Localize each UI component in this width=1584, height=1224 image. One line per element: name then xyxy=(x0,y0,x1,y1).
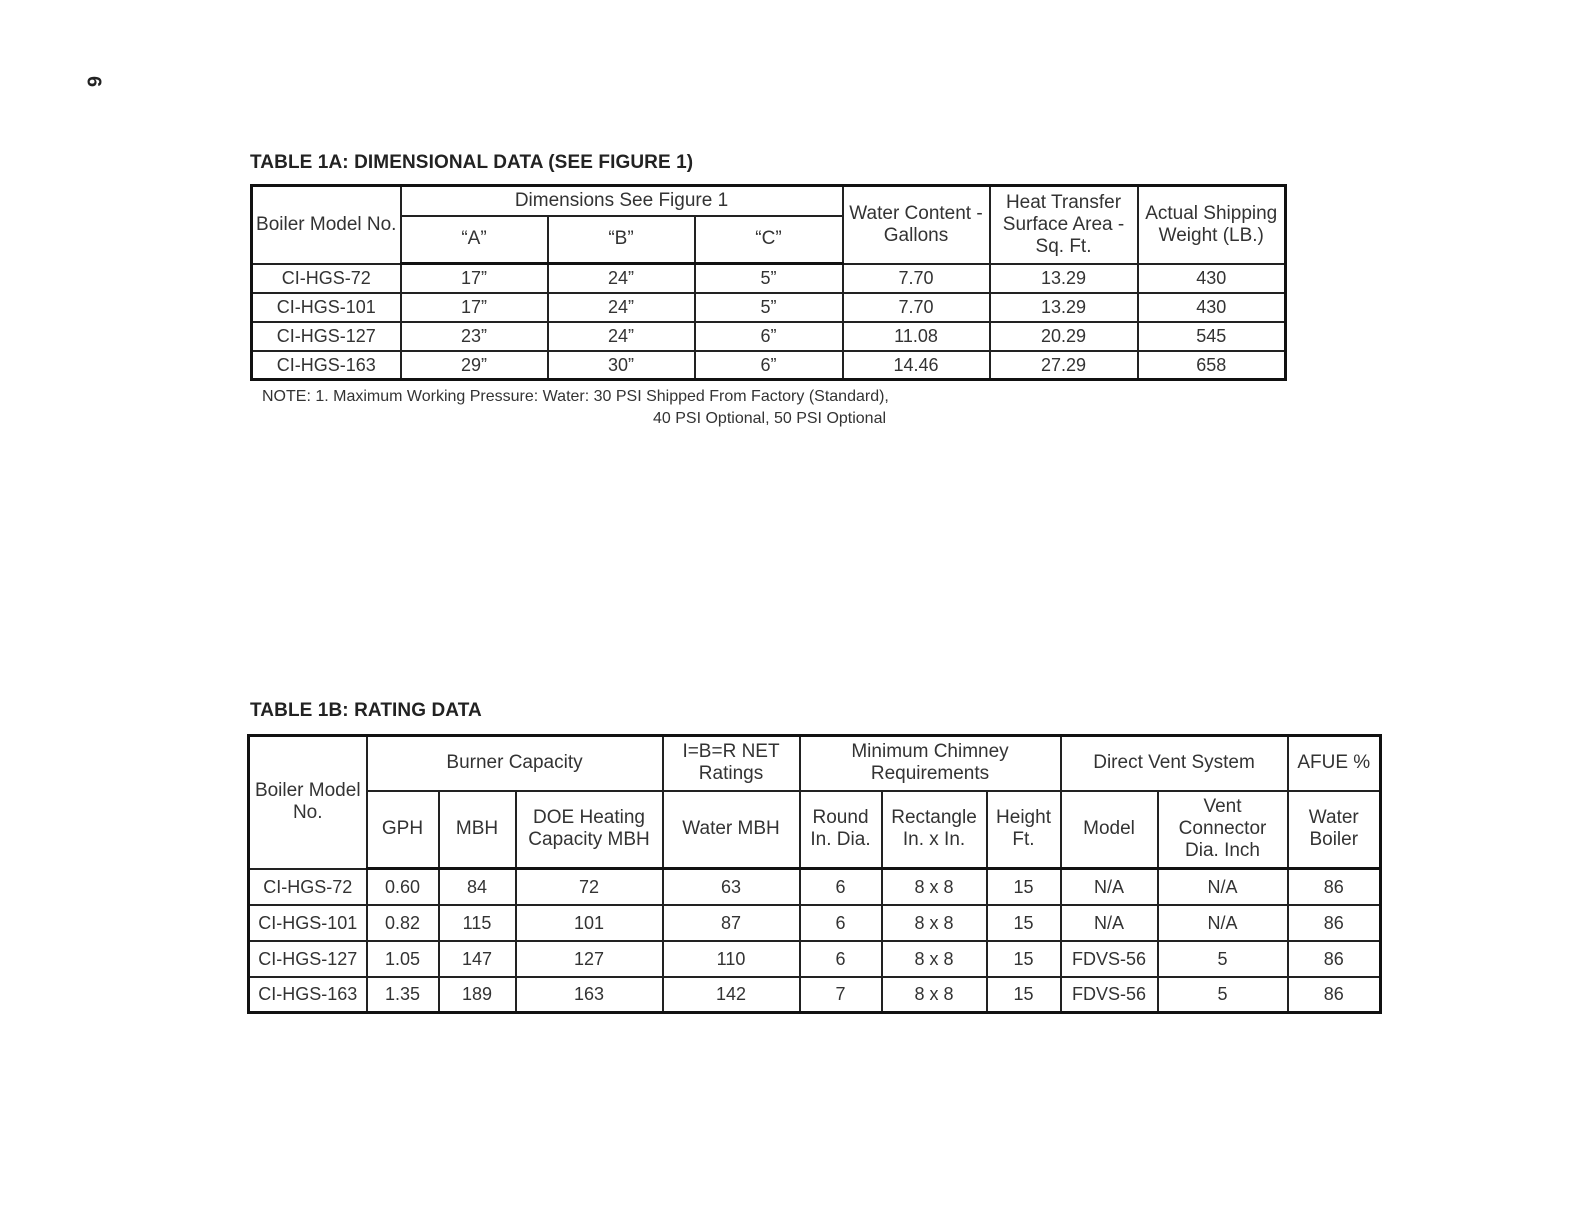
header-burner-capacity: Burner Capacity xyxy=(367,736,663,791)
cell-dim-c: 6” xyxy=(695,351,843,380)
header-boiler-model: Boiler Model No. xyxy=(249,736,367,869)
table-row xyxy=(252,293,1286,322)
cell-round: 6 xyxy=(800,869,882,905)
cell-dim-b: 24” xyxy=(548,293,695,322)
table-1b-title: TABLE 1B: RATING DATA xyxy=(250,700,482,721)
cell-mbh: 115 xyxy=(439,905,516,941)
cell-model: CI-HGS-72 xyxy=(252,264,401,293)
cell-mbh: 189 xyxy=(439,977,516,1013)
cell-water-mbh: 110 xyxy=(663,941,800,977)
header-vent-connector: Vent Connector Dia. Inch xyxy=(1158,791,1288,869)
cell-vent-model: N/A xyxy=(1061,905,1158,941)
cell-dim-c: 5” xyxy=(695,293,843,322)
cell-round: 7 xyxy=(800,977,882,1013)
cell-vent-model: FDVS-56 xyxy=(1061,977,1158,1013)
cell-dim-a: 17” xyxy=(401,264,548,293)
cell-height: 15 xyxy=(987,869,1061,905)
table-row xyxy=(249,941,1381,977)
cell-doe: 127 xyxy=(516,941,663,977)
cell-dim-c: 6” xyxy=(695,322,843,351)
cell-model: CI-HGS-127 xyxy=(249,941,367,977)
header-water-boiler: Water Boiler xyxy=(1288,791,1381,869)
cell-mbh: 147 xyxy=(439,941,516,977)
cell-dim-b: 30” xyxy=(548,351,695,380)
cell-rect: 8 x 8 xyxy=(882,941,987,977)
cell-model: CI-HGS-127 xyxy=(252,322,401,351)
header-doe-capacity: DOE Heating Capacity MBH xyxy=(516,791,663,869)
header-heat-transfer: Heat Transfer Surface Area - Sq. Ft. xyxy=(990,186,1138,264)
header-round-dia: Round In. Dia. xyxy=(800,791,882,869)
page-number: 6 xyxy=(82,75,105,88)
cell-vent-model: FDVS-56 xyxy=(1061,941,1158,977)
cell-model: CI-HGS-72 xyxy=(249,869,367,905)
cell-water: 7.70 xyxy=(843,264,990,293)
table-row xyxy=(252,264,1286,293)
cell-water: 7.70 xyxy=(843,293,990,322)
cell-doe: 72 xyxy=(516,869,663,905)
header-ibr-net-ratings: I=B=R NET Ratings xyxy=(663,736,800,791)
cell-gph: 1.35 xyxy=(367,977,439,1013)
cell-vent-model: N/A xyxy=(1061,869,1158,905)
header-rectangle: Rectangle In. x In. xyxy=(882,791,987,869)
cell-dim-a: 17” xyxy=(401,293,548,322)
cell-afue: 86 xyxy=(1288,905,1381,941)
header-chimney-requirements: Minimum Chimney Requirements xyxy=(800,736,1061,791)
cell-model: CI-HGS-101 xyxy=(249,905,367,941)
cell-heat: 13.29 xyxy=(990,293,1138,322)
table-1a-title: TABLE 1A: DIMENSIONAL DATA (SEE FIGURE 1) xyxy=(250,152,694,173)
cell-model: CI-HGS-163 xyxy=(252,351,401,380)
cell-doe: 163 xyxy=(516,977,663,1013)
cell-heat: 27.29 xyxy=(990,351,1138,380)
cell-gph: 0.60 xyxy=(367,869,439,905)
cell-heat: 20.29 xyxy=(990,322,1138,351)
cell-round: 6 xyxy=(800,905,882,941)
cell-gph: 1.05 xyxy=(367,941,439,977)
cell-height: 15 xyxy=(987,977,1061,1013)
table-1a-dimensional-data xyxy=(250,184,1287,381)
header-shipping-weight: Actual Shipping Weight (LB.) xyxy=(1138,186,1286,264)
cell-height: 15 xyxy=(987,941,1061,977)
cell-dim-c: 5” xyxy=(695,264,843,293)
cell-model: CI-HGS-163 xyxy=(249,977,367,1013)
cell-water-mbh: 63 xyxy=(663,869,800,905)
header-water-mbh: Water MBH xyxy=(663,791,800,869)
cell-rect: 8 x 8 xyxy=(882,905,987,941)
table-row xyxy=(249,869,1381,905)
cell-round: 6 xyxy=(800,941,882,977)
header-mbh: MBH xyxy=(439,791,516,869)
cell-gph: 0.82 xyxy=(367,905,439,941)
cell-heat: 13.29 xyxy=(990,264,1138,293)
note-line-2: 40 PSI Optional, 50 PSI Optional xyxy=(653,410,887,427)
note-line-1: NOTE: 1. Maximum Working Pressure: Water: 30 PSI Shipped From Factory (Standard), xyxy=(262,388,889,405)
header-gph: GPH xyxy=(367,791,439,869)
cell-model: CI-HGS-101 xyxy=(252,293,401,322)
cell-height: 15 xyxy=(987,905,1061,941)
header-direct-vent: Direct Vent System xyxy=(1061,736,1288,791)
cell-weight: 430 xyxy=(1138,293,1286,322)
cell-weight: 430 xyxy=(1138,264,1286,293)
cell-vent-conn: 5 xyxy=(1158,977,1288,1013)
cell-dim-a: 23” xyxy=(401,322,548,351)
cell-water: 14.46 xyxy=(843,351,990,380)
cell-rect: 8 x 8 xyxy=(882,869,987,905)
table-row xyxy=(249,905,1381,941)
cell-afue: 86 xyxy=(1288,977,1381,1013)
cell-dim-a: 29” xyxy=(401,351,548,380)
cell-water: 11.08 xyxy=(843,322,990,351)
cell-vent-conn: N/A xyxy=(1158,869,1288,905)
cell-vent-conn: 5 xyxy=(1158,941,1288,977)
cell-rect: 8 x 8 xyxy=(882,977,987,1013)
table-row xyxy=(252,322,1286,351)
header-boiler-model: Boiler Model No. xyxy=(252,186,401,264)
header-dim-a: “A” xyxy=(401,216,548,264)
header-dim-c: “C” xyxy=(695,216,843,264)
cell-dim-b: 24” xyxy=(548,264,695,293)
cell-weight: 658 xyxy=(1138,351,1286,380)
header-height: Height Ft. xyxy=(987,791,1061,869)
cell-water-mbh: 142 xyxy=(663,977,800,1013)
cell-water-mbh: 87 xyxy=(663,905,800,941)
cell-afue: 86 xyxy=(1288,941,1381,977)
cell-vent-conn: N/A xyxy=(1158,905,1288,941)
cell-dim-b: 24” xyxy=(548,322,695,351)
header-afue: AFUE % xyxy=(1288,736,1381,791)
header-dimensions-group: Dimensions See Figure 1 xyxy=(401,186,843,216)
cell-afue: 86 xyxy=(1288,869,1381,905)
header-dim-b: “B” xyxy=(548,216,695,264)
table-row xyxy=(249,977,1381,1013)
table-1a-note xyxy=(262,386,889,430)
cell-mbh: 84 xyxy=(439,869,516,905)
cell-weight: 545 xyxy=(1138,322,1286,351)
header-water-content: Water Content - Gallons xyxy=(843,186,990,264)
cell-doe: 101 xyxy=(516,905,663,941)
header-vent-model: Model xyxy=(1061,791,1158,869)
table-row xyxy=(252,351,1286,380)
table-1b-rating-data xyxy=(247,734,1382,1014)
